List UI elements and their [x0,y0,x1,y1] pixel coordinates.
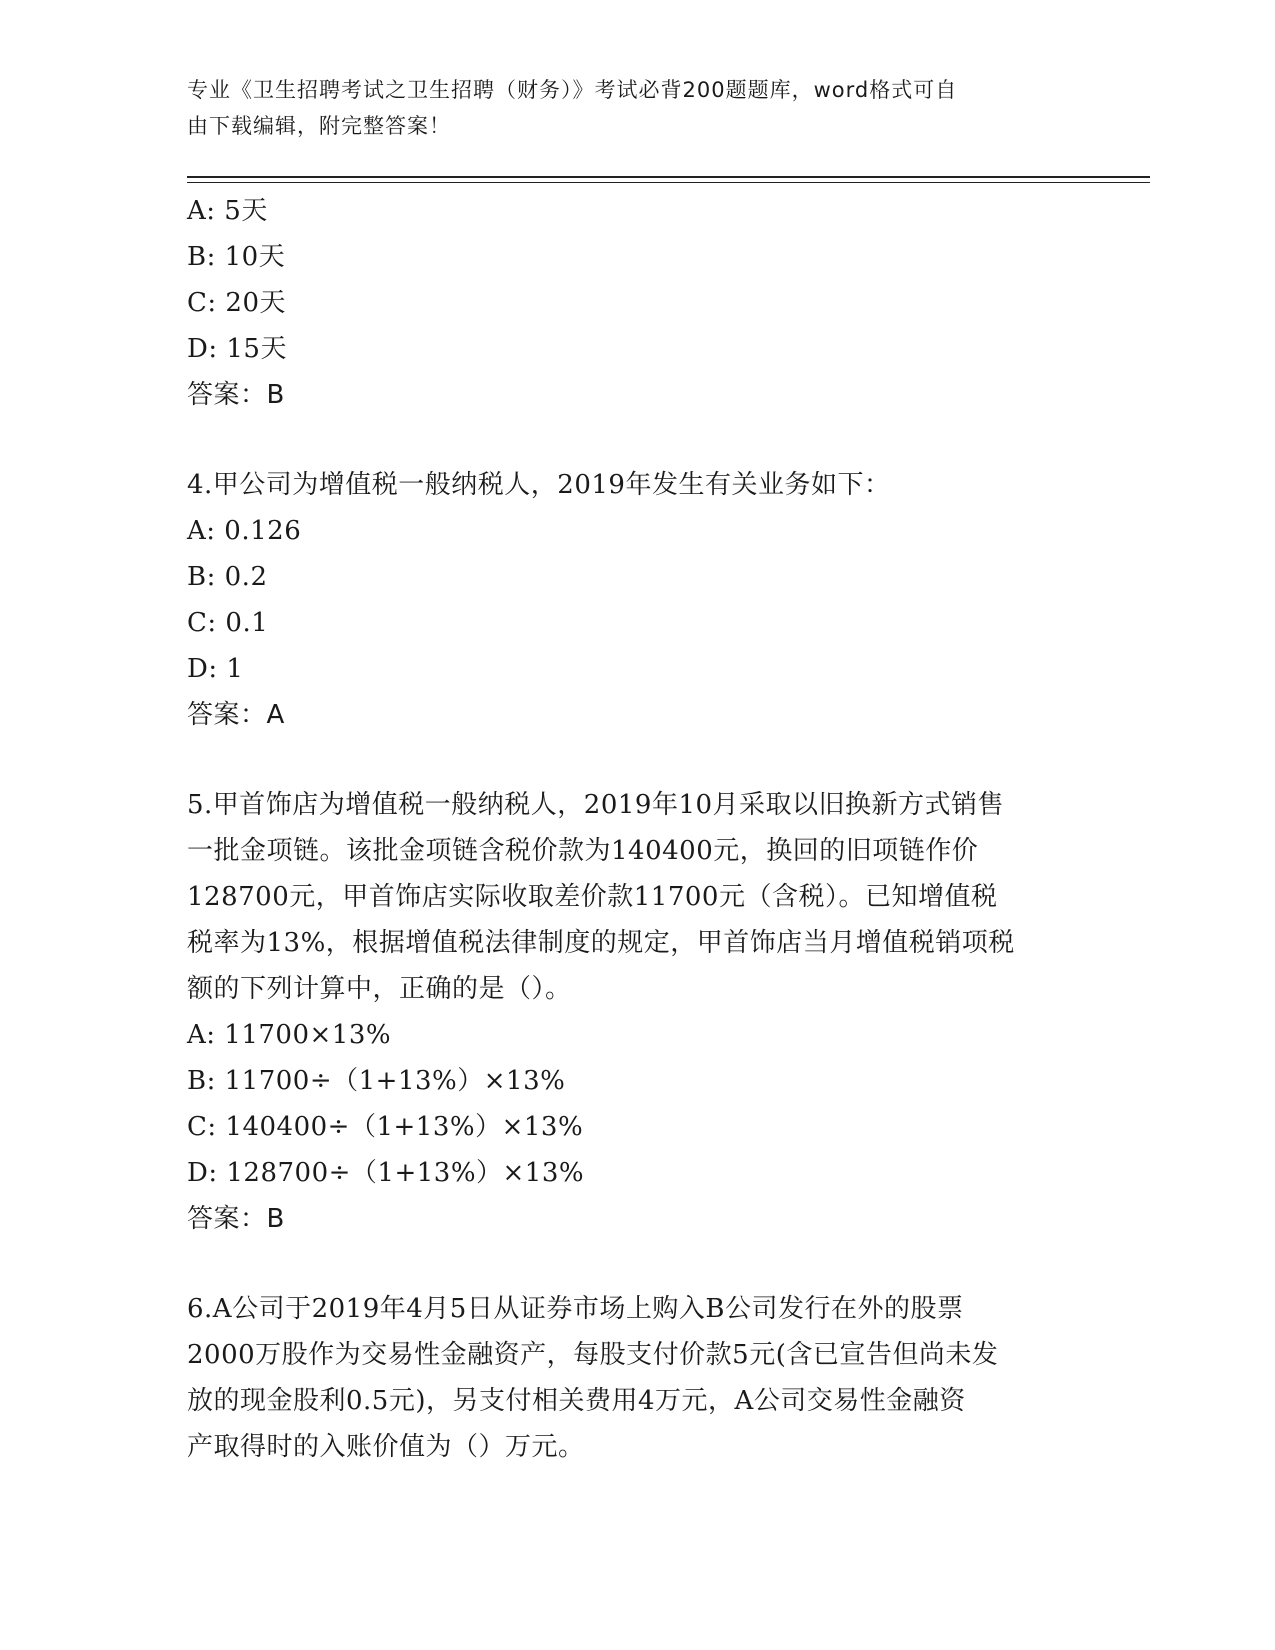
question-stem-line: 税率为13%，根据增值税法律制度的规定，甲首饰店当月增值税销项税 [187,928,1015,958]
option-d: D: 128700÷（1+13%）×13% [187,1158,585,1188]
question-stem-line: 产取得时的入账价值为（）万元。 [187,1432,585,1462]
question-list [187,188,1087,1470]
option-c: C: 20天 [187,288,287,318]
question-stem-line: 额的下列计算中，正确的是（）。 [187,974,572,1004]
option-b: B: 11700÷（1+13%）×13% [187,1066,566,1096]
answer: 答案：B [187,1204,285,1234]
option-d: D: 1 [187,654,244,684]
header-line: 由下载编辑，附完整答案！ [187,114,451,138]
option-a: A: 0.126 [187,516,302,546]
question-stem: 4.甲公司为增值税一般纳税人，2019年发生有关业务如下： [187,470,891,500]
answer: 答案：B [187,380,285,410]
header-line: 专业《卫生招聘考试之卫生招聘（财务）》考试必背200题题库，word格式可自 [187,78,958,102]
header-divider-thin [187,182,1150,183]
question-4-block [187,462,1087,738]
document-header [187,72,1067,144]
question-5-block [187,782,1087,1242]
answer: 答案：A [187,700,285,730]
question-stem-line: 5.甲首饰店为增值税一般纳税人，2019年10月采取以旧换新方式销售 [187,790,1005,820]
header-divider [187,176,1150,178]
option-a: A: 5天 [187,196,268,226]
option-d: D: 15天 [187,334,287,364]
option-b: B: 0.2 [187,562,268,592]
option-c: C: 140400÷（1+13%）×13% [187,1112,584,1142]
question-stem-line: 128700元，甲首饰店实际收取差价款11700元（含税）。已知增值税 [187,882,998,912]
option-b: B: 10天 [187,242,286,272]
question-6-block [187,1286,1087,1470]
question-stem-line: 6.A公司于2019年4月5日从证券市场上购入B公司发行在外的股票 [187,1294,964,1324]
question-stem-line: 一批金项链。该批金项链含税价款为140400元，换回的旧项链作价 [187,836,979,866]
option-a: A: 11700×13% [187,1020,392,1050]
question-stem-line: 2000万股作为交易性金融资产，每股支付价款5元(含已宣告但尚未发 [187,1340,999,1370]
question-3-block [187,188,1087,418]
question-stem-line: 放的现金股利0.5元)，另支付相关费用4万元，A公司交易性金融资 [187,1386,966,1416]
option-c: C: 0.1 [187,608,269,638]
